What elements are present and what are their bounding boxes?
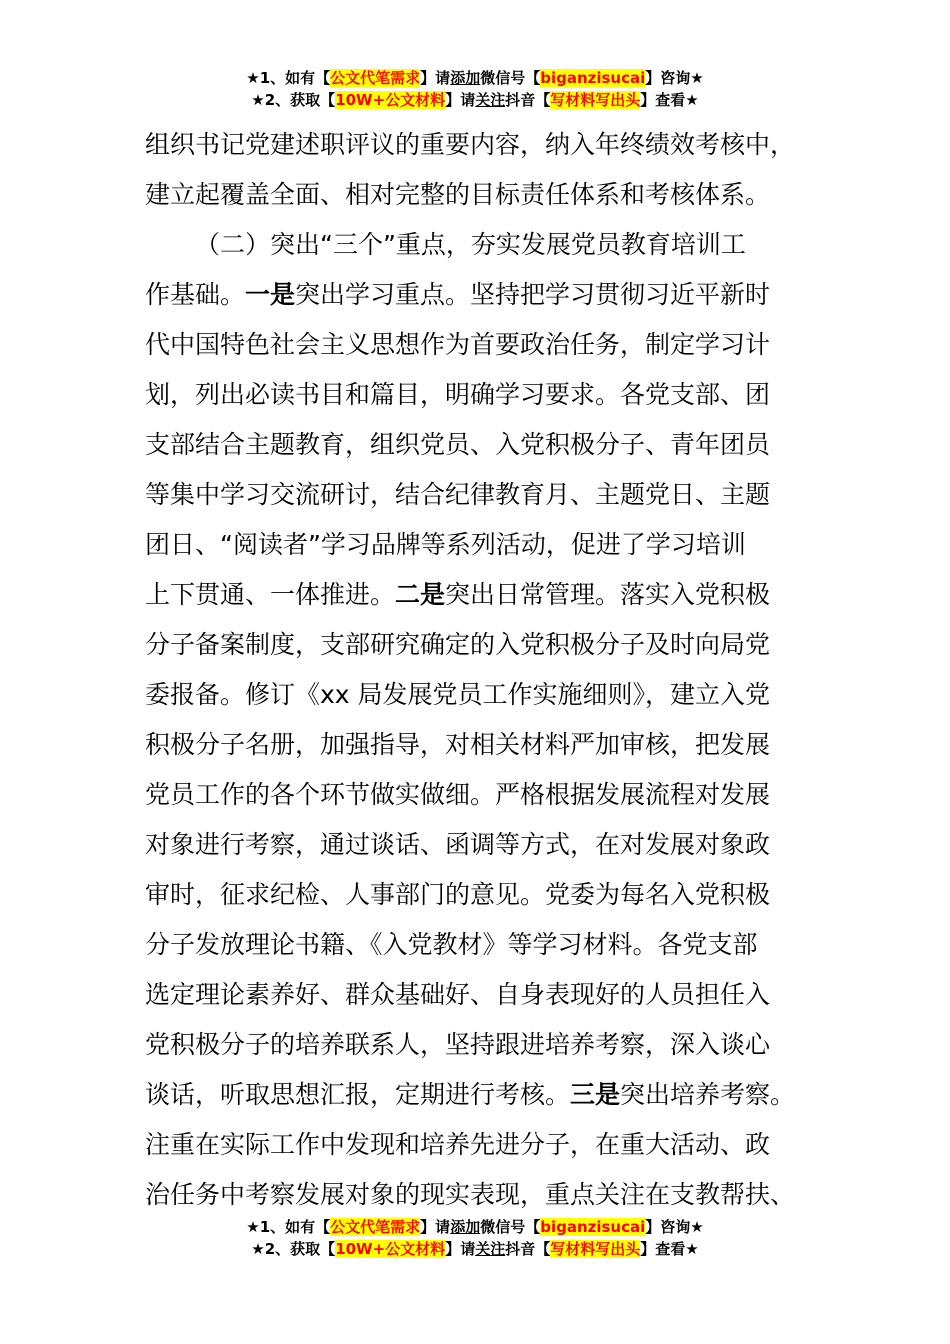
document-body [145,120,805,1220]
text-line: 团日、“阅读者”学习品牌等系列活动，促进了学习培训 [145,530,746,559]
footer-banner [0,1216,950,1260]
text-line: 建立起覆盖全面、相对完整的目标责任体系和考核体系。 [145,180,771,209]
banner-line-2: ★2、获取【10W+公文材料】请关注抖音【写材料写出头】查看★ [251,1240,699,1258]
banner-line-2: ★2、获取【10W+公文材料】请关注抖音【写材料写出头】查看★ [251,91,699,109]
banner-line-1: ★1、如有【公文代笔需求】请添加微信号【biganzisucai】咨询★ [246,69,704,87]
text-line: 分子备案制度，支部研究确定的入党积极分子及时向局党 [145,630,771,659]
bold-marker: 二是 [395,580,446,609]
text-line: 上下贯通、一体推进。二是突出日常管理。落实入党积极 [145,580,771,609]
header-banner [0,67,950,111]
text-line: 支部结合主题教育，组织党员、入党积极分子、青年团员 [145,430,771,459]
text-line: 审时，征求纪检、人事部门的意见。党委为每名入党积极 [145,880,771,909]
text-line: 党积极分子的培养联系人，坚持跟进培养考察，深入谈心 [145,1030,771,1059]
text-line: 治任务中考察发展对象的现实表现，重点关注在支教帮扶、 [145,1180,796,1209]
text-line: 谈话，听取思想汇报，定期进行考核。三是突出培养考察。 [145,1080,796,1109]
text-line: 党员工作的各个环节做实做细。严格根据发展流程对发展 [145,780,771,809]
highlight-douyin-id: 写材料写出头 [550,91,641,109]
bold-marker: 一是 [245,280,296,309]
text-line: 组织书记党建述职评议的重要内容，纳入年终绩效考核中， [145,130,796,159]
text-line: 代中国特色社会主义思想作为首要政治任务，制定学习计 [145,330,771,359]
text-line: 委报备。修订《xx 局发展党员工作实施细则》，建立入党 [145,680,771,709]
highlight-service: 公文代笔需求 [330,69,421,87]
text-line: 划，列出必读书目和篇目，明确学习要求。各党支部、团 [145,380,771,409]
text-line: 作基础。一是突出学习重点。坚持把学习贯彻习近平新时 [145,280,771,309]
highlight-douyin-id: 写材料写出头 [550,1240,641,1258]
text-line: 分子发放理论书籍、《入党教材》等学习材料。各党支部 [145,930,758,959]
highlight-materials: 10W+公文材料 [335,1240,446,1258]
highlight-wechat-id: biganzisucai [540,69,646,87]
highlight-materials: 10W+公文材料 [335,91,446,109]
text-line: 选定理论素养好、群众基础好、自身表现好的人员担任入 [145,980,771,1009]
text-line: 积极分子名册，加强指导，对相关材料严加审核，把发展 [145,730,771,759]
highlight-wechat-id: biganzisucai [540,1218,646,1236]
highlight-service: 公文代笔需求 [330,1218,421,1236]
banner-line-1: ★1、如有【公文代笔需求】请添加微信号【biganzisucai】咨询★ [246,1218,704,1236]
text-line: 等集中学习交流研讨，结合纪律教育月、主题党日、主题 [145,480,771,509]
section-heading-line: （二）突出“三个”重点，夯实发展党员教育培训工 [195,230,746,259]
text-line: 注重在实际工作中发现和培养先进分子，在重大活动、政 [145,1130,771,1159]
text-line: 对象进行考察，通过谈话、函调等方式，在对发展对象政 [145,830,771,859]
bold-marker: 三是 [570,1080,621,1109]
